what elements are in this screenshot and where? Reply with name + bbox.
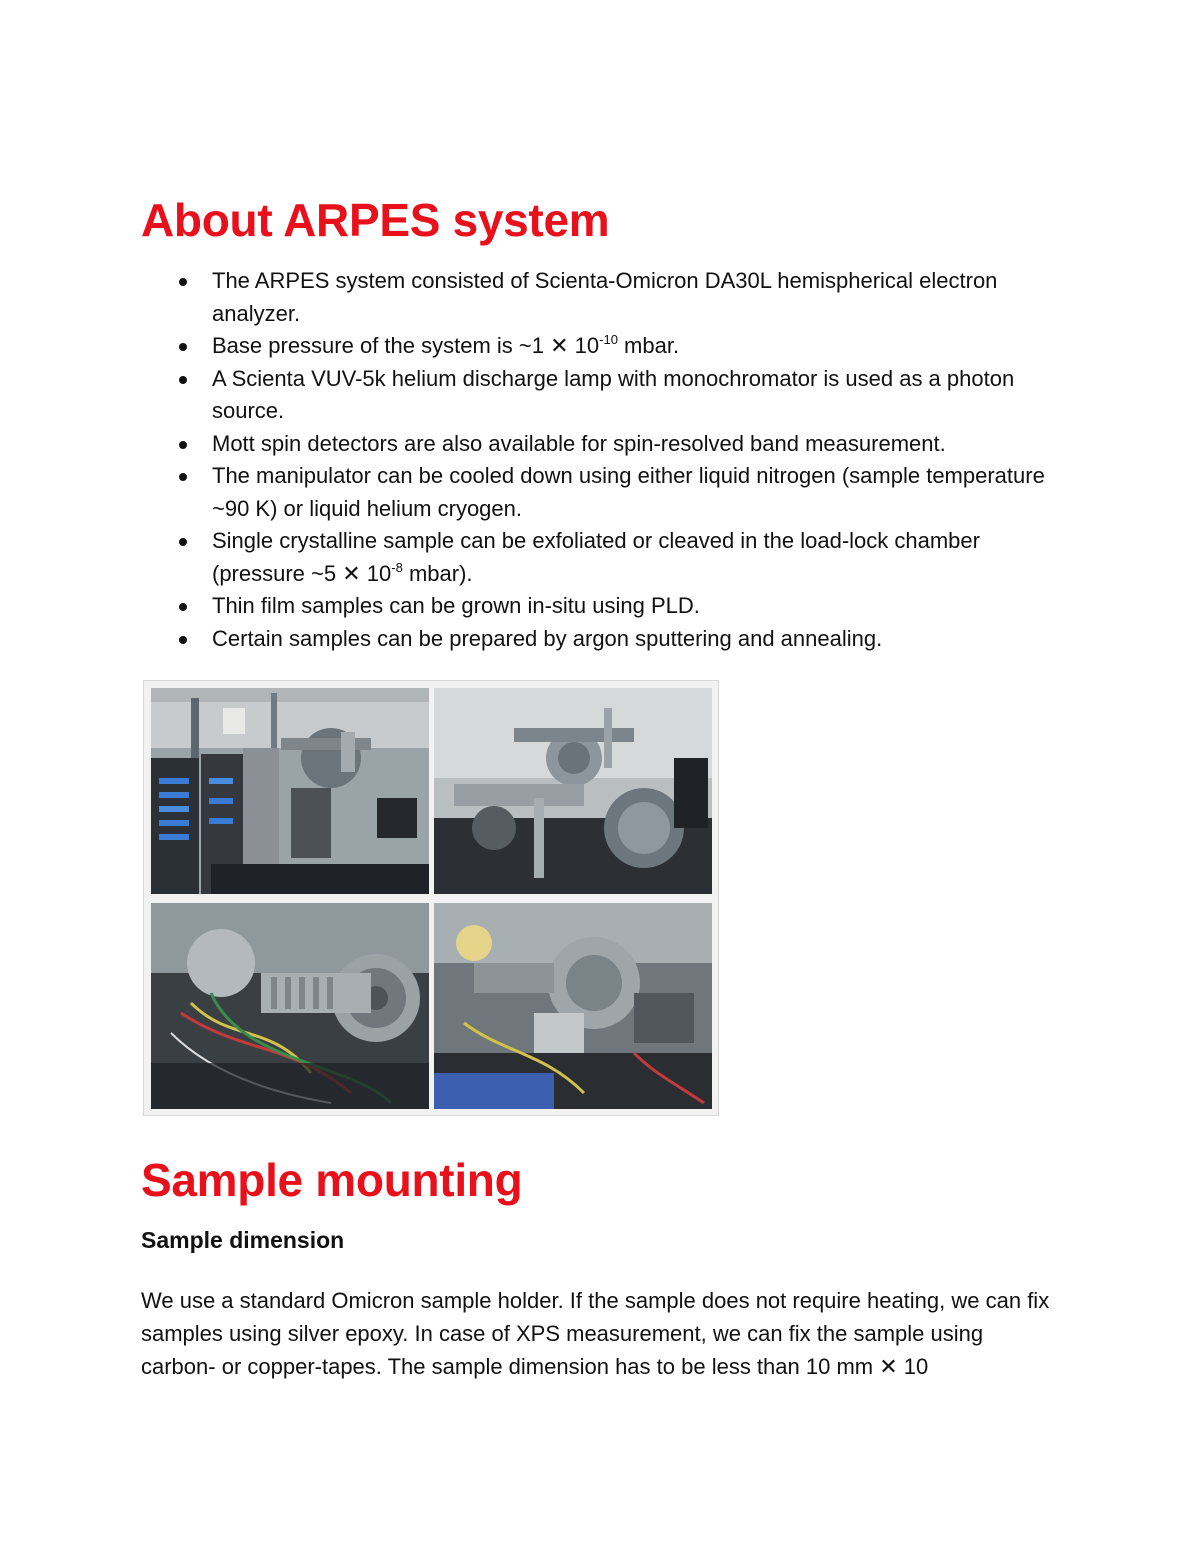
list-item: The manipulator can be cooled down using either liquid nitrogen (sample temperature ~90 K) or liquid helium cryogen.	[176, 460, 1056, 525]
bullet-icon	[179, 538, 187, 546]
bullet-icon	[179, 603, 187, 611]
bullet-icon	[179, 441, 187, 449]
manipulator-chamber-photo	[434, 903, 712, 1109]
section-title-sample-mounting: Sample mounting	[141, 1154, 523, 1206]
bullet-icon	[179, 636, 187, 644]
list-item: The ARPES system consisted of Scienta-Omicron DA30L hemispherical electron analyzer.	[176, 265, 1056, 330]
analyzer-wiring-photo	[151, 903, 429, 1109]
list-item: Mott spin detectors are also available for spin-resolved band measurement.	[176, 428, 1056, 461]
list-item: Certain samples can be prepared by argon sputtering and annealing.	[176, 623, 1056, 656]
bullet-icon	[179, 343, 187, 351]
bullet-icon	[179, 278, 187, 286]
section-title-about-arpes: About ARPES system	[141, 194, 610, 246]
list-item: Single crystalline sample can be exfoliated or cleaved in the load-lock chamber (pressure ~5 ✕ $10^{-8}$ mbar).	[176, 525, 1056, 590]
vacuum-chamber-photo	[434, 688, 712, 894]
list-item: Thin film samples can be grown in-situ using PLD.	[176, 590, 1056, 623]
sample-dimension-paragraph: We use a standard Omicron sample holder. If the sample does not require heating, we can fix samples using silver epoxy. In case of XPS measurement, we can fix the sample using carbon- or copper-tapes. The sample dimension has to be less than 10 mm ✕ 10	[141, 1288, 1050, 1379]
bullet-icon	[179, 473, 187, 481]
bullet-icon	[179, 376, 187, 384]
arpes-photo-collage	[143, 680, 719, 1116]
list-item: Base pressure of the system is ~1 ✕ $10^{-10}$ mbar.	[176, 330, 1056, 363]
lab-overview-photo	[151, 688, 429, 894]
list-item: A Scienta VUV-5k helium discharge lamp with monochromator is used as a photon source.	[176, 363, 1056, 428]
subheading-sample-dimension: Sample dimension	[141, 1227, 345, 1253]
arpes-feature-list	[176, 265, 1056, 655]
